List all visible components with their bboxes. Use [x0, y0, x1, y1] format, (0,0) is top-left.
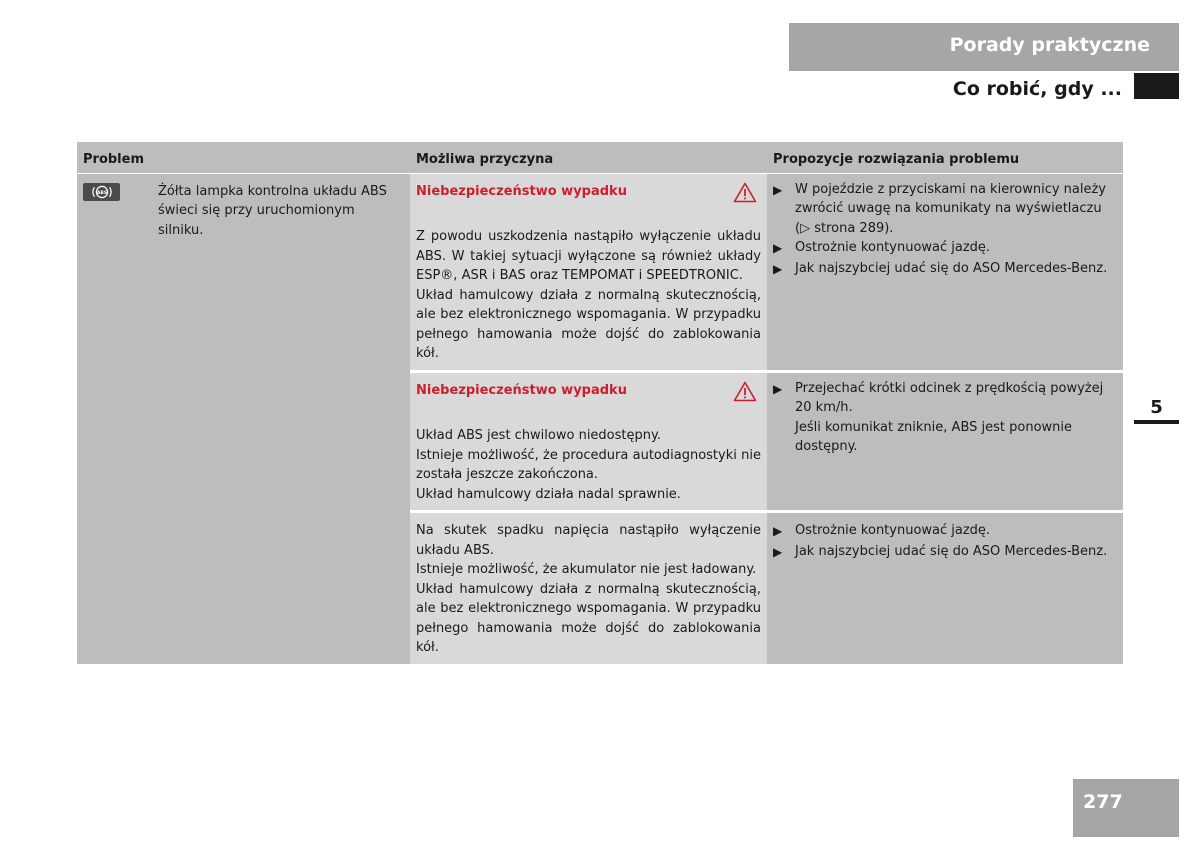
solution-note: Jeśli komunikat zniknie, ABS jest ponownie dostępny.	[795, 419, 1073, 454]
table-row	[77, 173, 1123, 371]
bullet-arrow-icon: ▶	[773, 261, 783, 276]
cause-paragraph: Układ hamulcowy działa z normalną skutecznością, ale bez elektronicznego wspomagania. W przypadku pełnego hamowania może dojść do zablokowania kół.	[416, 287, 761, 361]
cause-paragraph: Na skutek spadku napięcia nastąpiło wyłączenie układu ABS.	[416, 523, 761, 558]
header-problem: Problem	[77, 142, 410, 173]
abs-warning-lamp-icon	[83, 183, 120, 201]
header-cause: Możliwa przyczyna	[410, 142, 767, 173]
cause-cell-2	[410, 371, 767, 512]
bullet-arrow-icon: ▶	[773, 524, 783, 538]
solution-cell-3	[767, 512, 1123, 664]
cause-paragraph: Układ hamulcowy działa z normalną skutecznością, ale bez elektronicznego wspomagania. W przypadku pełnego hamowania może dojść do zablokowania kół.	[416, 581, 761, 655]
solution-cell-1	[767, 173, 1123, 371]
abs-lamp-label: ABS	[96, 190, 107, 196]
table-header-row	[77, 142, 1123, 173]
problem-description: Żółta lampka kontrolna układu ABS świeci się przy uruchomionym silniku.	[158, 183, 387, 238]
page-number: 277	[1073, 779, 1179, 837]
solution-step: ▶ W pojeździe z przyciskami na kierownicy należy zwrócić uwagę na komunikaty na wyświetlaczu (▷ strona 289).	[773, 180, 1117, 239]
cause-paragraph: Układ hamulcowy działa nadal sprawnie.	[416, 486, 681, 502]
bullet-arrow-icon: ▶	[773, 182, 783, 197]
solution-step: ▶ Przejechać krótki odcinek z prędkością powyżej 20 km/h. Jeśli komunikat zniknie, ABS jest ponownie dostępny.	[773, 379, 1117, 457]
cause-paragraph: Istnieje możliwość, że procedura autodiagnostyki nie została jeszcze zakończona.	[416, 447, 761, 482]
problem-cell	[77, 173, 410, 664]
section-title: Porady praktyczne	[789, 23, 1179, 71]
cause-paragraph: Istnieje możliwość, że akumulator nie jest ładowany.	[416, 562, 757, 577]
warning-label: Niebezpieczeństwo wypadku	[416, 382, 627, 398]
solution-cell-2	[767, 371, 1123, 512]
warning-triangle-icon	[733, 381, 757, 409]
chapter-number-tab: 5	[1134, 391, 1179, 424]
subtitle-marker-block	[1134, 73, 1179, 99]
solution-step: ▶ Ostrożnie kontynuować jazdę.	[773, 238, 1117, 259]
cause-paragraph: Z powodu uszkodzenia nastąpiło wyłączenie układu ABS. W takiej sytuacji wyłączone są również układy ESP®, ASR i BAS oraz TEMPOMAT i SPEEDTRONIC.	[416, 229, 761, 283]
warning-triangle-icon	[733, 182, 757, 210]
bullet-arrow-icon: ▶	[773, 381, 783, 396]
bullet-arrow-icon: ▶	[773, 241, 783, 255]
cause-paragraph: Układ ABS jest chwilowo niedostępny.	[416, 428, 661, 443]
solution-step: ▶ Jak najszybciej udać się do ASO Mercedes-Benz.	[773, 259, 1117, 280]
page-subtitle: Co robić, gdy ...	[952, 78, 1122, 100]
troubleshooting-table	[77, 142, 1123, 664]
cause-cell-1	[410, 173, 767, 371]
solution-step: ▶ Ostrożnie kontynuować jazdę.	[773, 521, 1117, 542]
warning-label: Niebezpieczeństwo wypadku	[416, 183, 627, 199]
solution-step: ▶ Jak najszybciej udać się do ASO Mercedes-Benz.	[773, 542, 1117, 563]
cause-cell-3	[410, 512, 767, 664]
header-solution: Propozycje rozwiązania problemu	[767, 142, 1123, 173]
bullet-arrow-icon: ▶	[773, 544, 783, 559]
